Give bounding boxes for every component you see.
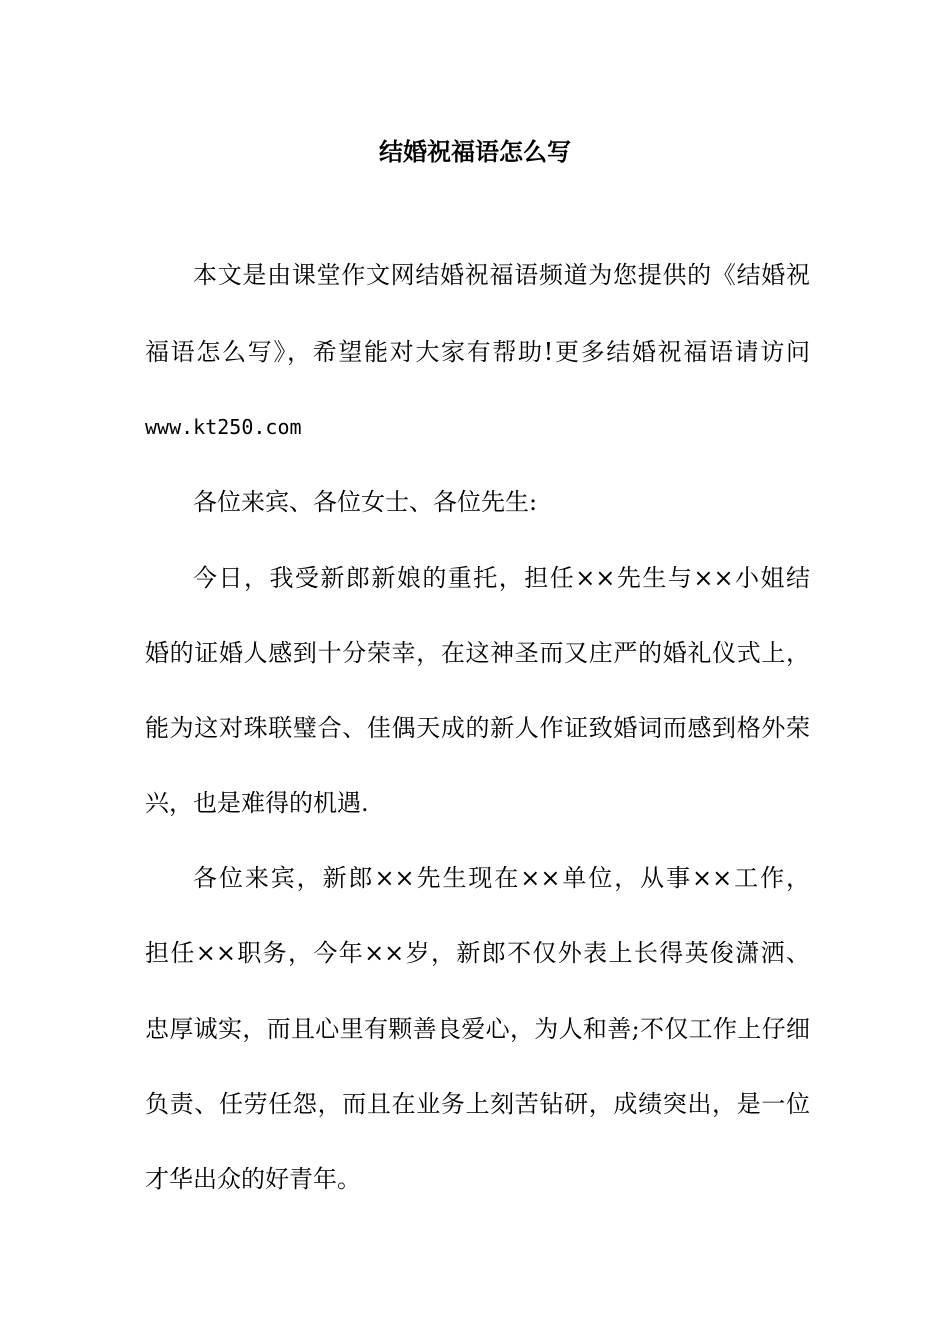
paragraph-line: 负责、任劳任怨，而且在业务上刻苦钻研，成绩突出，是一位 — [145, 1090, 810, 1118]
paragraph-line: 担任××职务，今年××岁，新郎不仅外表上长得英俊潇洒、 — [145, 939, 810, 967]
paragraph-line: 福语怎么写》，希望能对大家有帮助!更多结婚祝福语请访问 — [145, 338, 810, 366]
paragraph-line: 能为这对珠联璧合、佳偶天成的新人作证致婚词而感到格外荣 — [145, 714, 810, 742]
paragraph-line: 今日，我受新郎新娘的重托，担任××先生与××小姐结 — [193, 564, 810, 592]
paragraph-line: 各位来宾，新郎××先生现在××单位，从事××工作， — [193, 864, 810, 892]
paragraph-line-url: www.kt250.com — [145, 415, 302, 439]
paragraph-line: 本文是由课堂作文网结婚祝福语频道为您提供的《结婚祝 — [193, 261, 810, 289]
paragraph-line: 忠厚诚实，而且心里有颗善良爱心，为人和善;不仅工作上仔细 — [145, 1015, 810, 1043]
paragraph-line: 各位来宾、各位女士、各位先生: — [193, 488, 538, 516]
paragraph-line: 才华出众的好青年。 — [145, 1165, 361, 1193]
paragraph-line: 兴，也是难得的机遇. — [145, 789, 369, 817]
paragraph-line: 婚的证婚人感到十分荣幸，在这神圣而又庄严的婚礼仪式上， — [145, 639, 810, 667]
document-title: 结婚祝福语怎么写 — [379, 137, 571, 166]
